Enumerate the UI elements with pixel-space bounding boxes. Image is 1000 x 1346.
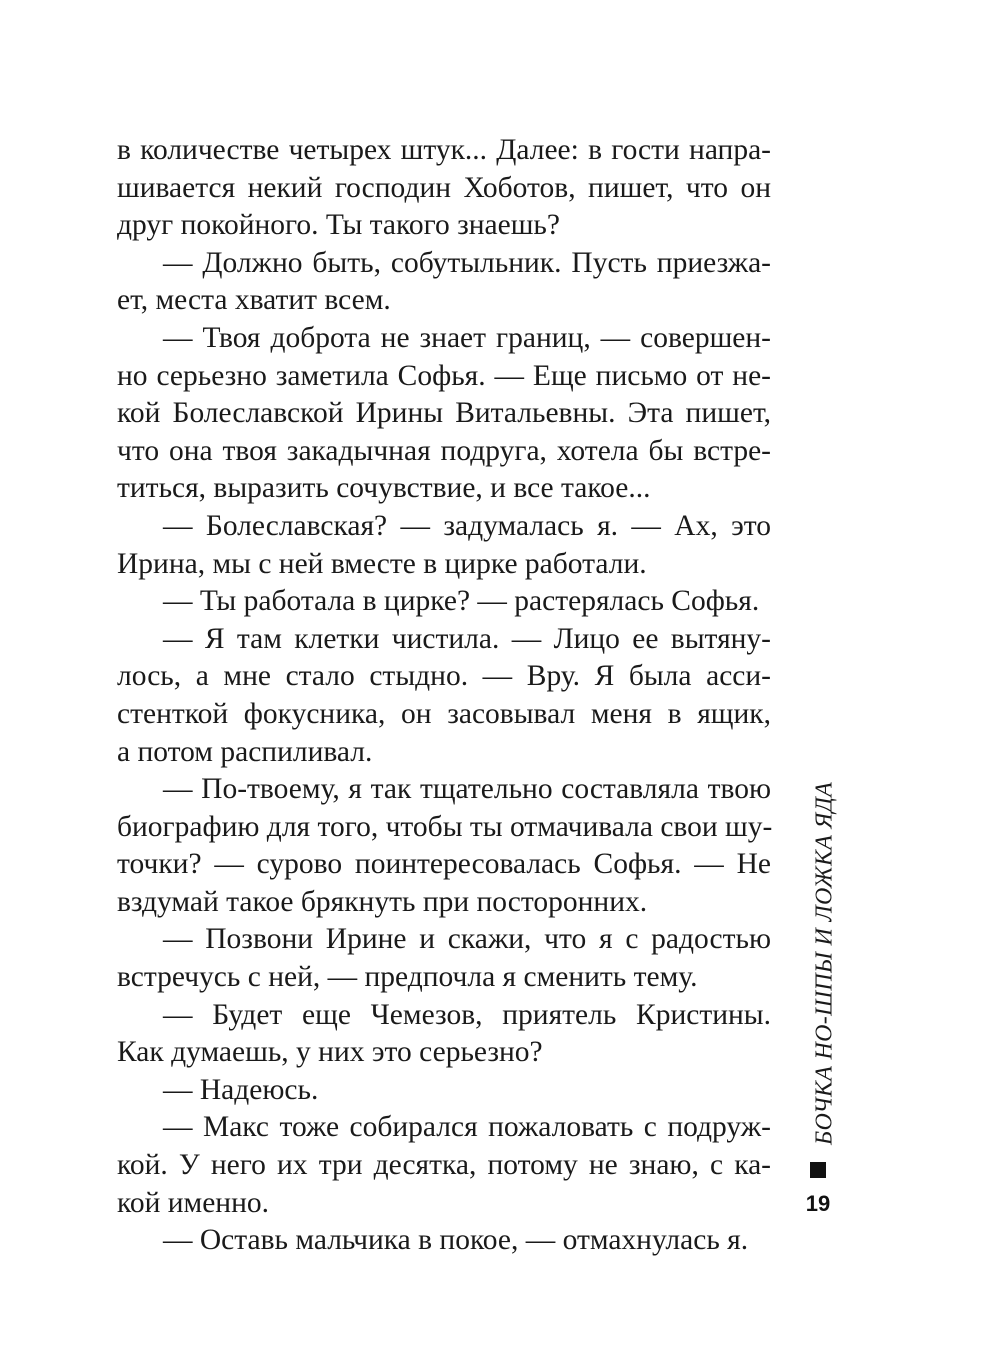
text-line: друг покойного. Ты такого знаешь? [117, 209, 560, 242]
text-line: — Макс тоже собирался пожаловать с подруж- [163, 1111, 771, 1144]
text-line: — Надеюсь. [163, 1073, 319, 1106]
body-text [117, 132, 771, 1260]
text-line: встречусь с ней, — предпочла я сменить тему. [117, 961, 698, 994]
text-line: — Оставь мальчика в покое, — отмахнулась я. [163, 1224, 749, 1257]
text-line: кой именно. [117, 1186, 269, 1219]
running-title: БОЧКА НО-ШПЫ И ЛОЖКА ЯДА [811, 781, 838, 1145]
text-line: — Болеславская? — задумалась я. — Ах, это [163, 509, 771, 542]
text-line: Ирина, мы с ней вместе в цирке работали. [117, 547, 647, 580]
page-number: 19 [805, 1191, 831, 1216]
text-line: ет, места хватит всем. [117, 284, 391, 317]
text-line: Как думаешь, у них это серьезно? [117, 1036, 543, 1069]
text-line: кой. У него их три десятка, потому не знаю, с ка- [117, 1149, 771, 1182]
text-line: вздумай такое брякнуть при посторонних. [117, 885, 648, 918]
text-line: — Должно быть, собутыльник. Пусть приезжа- [163, 246, 771, 279]
text-line: — По-твоему, я так тщательно составляла твою [163, 773, 771, 806]
text-line: — Ты работала в цирке? — растерялась Софья. [163, 585, 760, 618]
text-line: стенткой фокусника, он засовывал меня в ящик, [117, 697, 771, 730]
text-line: — Позвони Ирине и скажи, что я с радостью [163, 923, 771, 956]
text-line: — Будет еще Чемезов, приятель Кристины. [163, 998, 771, 1031]
text-line: что она твоя закадычная подруга, хотела бы встре- [117, 434, 771, 467]
text-line: — Я там клетки чистила. — Лицо ее вытяну- [163, 622, 771, 655]
text-line: в количестве четырех штук... Далее: в гости напра- [117, 134, 771, 166]
text-line: а потом распиливал. [117, 735, 373, 768]
text-line: шивается некий господин Хоботов, пишет, что он [117, 171, 771, 204]
text-line: кой Болеславской Ирины Витальевны. Эта пишет, [117, 397, 771, 430]
text-line: титься, выразить сочувствие, и все такое... [117, 472, 651, 505]
text-line: — Твоя доброта не знает границ, — совершен- [163, 321, 771, 354]
text-line: точки? — сурово поинтересовалась Софья. — Не [117, 848, 771, 881]
text-line: лось, а мне стало стыдно. — Вру. Я была асси- [117, 660, 771, 693]
text-line: но серьезно заметила Софья. — Еще письмо от не- [117, 359, 771, 392]
square-marker-icon [810, 1162, 826, 1178]
text-line: биографию для того, чтобы ты отмачивала свои шу- [117, 810, 773, 843]
